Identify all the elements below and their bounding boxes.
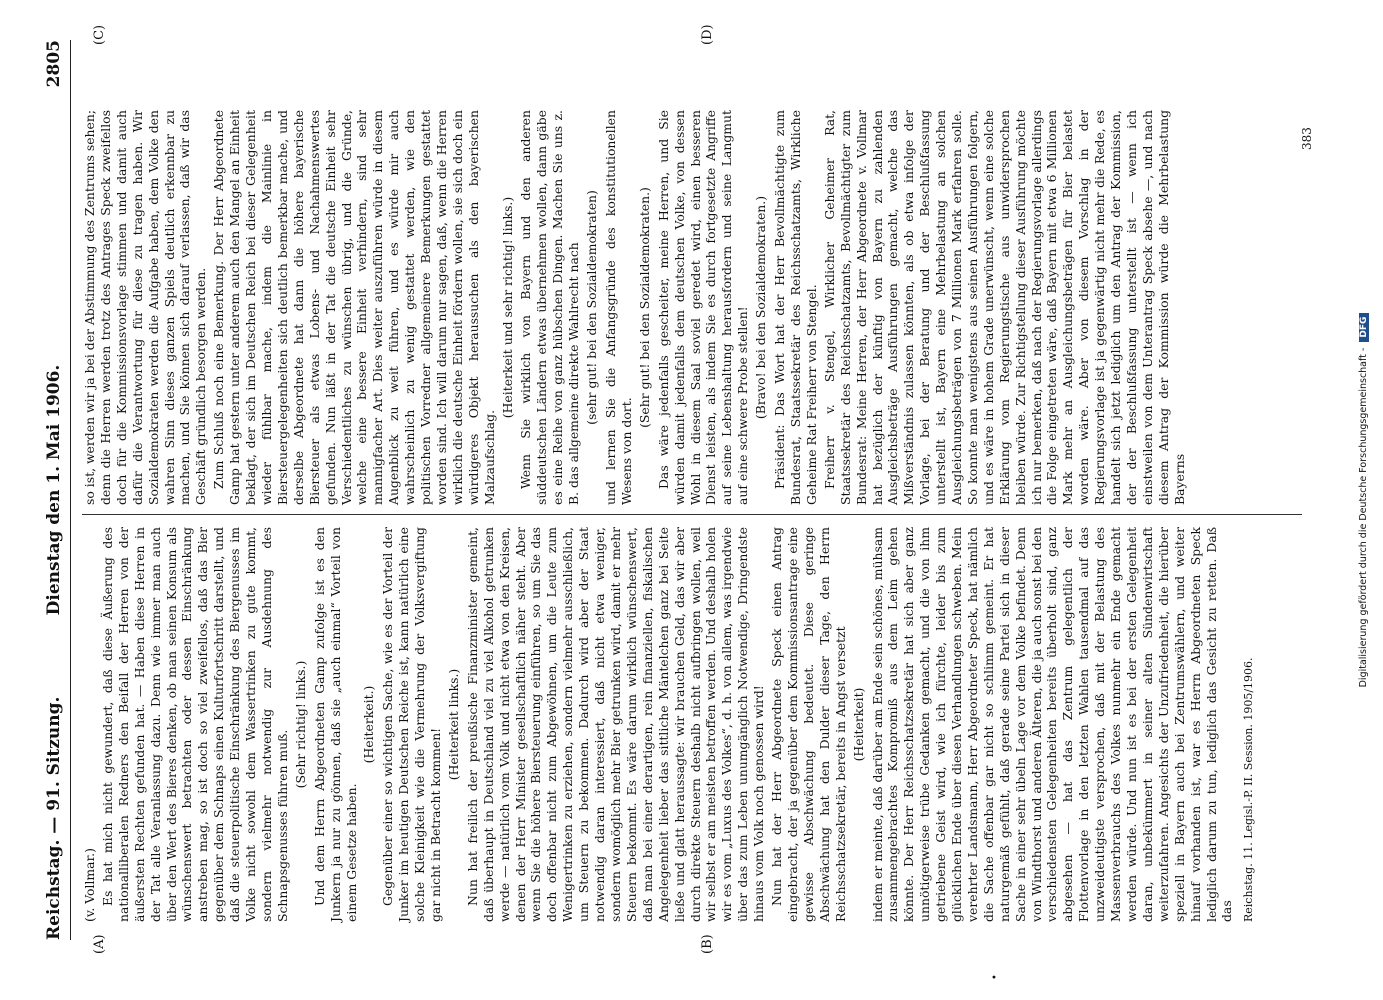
reaction-note: (sehr gut! bei den Sozialdemokraten): [584, 190, 600, 425]
margin-marker-b: (B): [700, 934, 715, 954]
reaction-note: (Heiterkeit): [850, 687, 866, 762]
paragraph: und lernen Sie die Anfangsgründe des konstitutionellen Wesens von dort.: [603, 110, 634, 505]
sheet-number: 383: [1300, 127, 1314, 150]
paragraph: Das wäre jedenfalls gescheiter, meine Herren, und Sie würden damit jedenfalls dem deutschen Volke, von dessen Wohl in diesem Saal soviel geredet wird, einen besseren Dienst leisten, als indem Sie es durch fortgesetzte Angriffe auf seine Lebenshaltung herausfordern und seine Langmut auf eine schwere Probe stellen!: [655, 110, 751, 505]
header-page-number: 2805: [44, 40, 64, 88]
paragraph: Gegenüber einer so wichtigen Sache, wie es der Vorteil der Junker im heutigen Deutschen Reiche ist, kann natürlich eine solche Kleinigkeit wie die Vermehrung der Volksvergiftung gar nicht in Betracht kommen!: [380, 527, 444, 922]
left-text-column: [82, 527, 1259, 922]
reaction-note: (Heiterkeit links.): [445, 668, 461, 781]
signature-line: Reichstag. 11. Legisl.-P. II. Session. 1905/1906.: [1242, 657, 1256, 922]
paragraph: Es hat mich nicht gewundert, daß diese Äußerung des nationalliberalen Redners den Beifall der Herren von der äußersten Rechten gefunden hat. — Haben diese Herren in der Tat alle Veranlassung dazu. Denn wie immer man auch über den Wert des Bieres denken, ob man seinen Konsum als wünschenswert betrachten oder dessen Einschränkung anstreben mag, so ist doch so viel zweifellos, daß das Bier gegenüber dem Schnaps einen Kulturfortschritt darstellt, und daß die steuerpolitische Einschränkung des Biergenusses im Volke nicht sowohl dem Wassertrinken zu gute kommt, sondern vielmehr notwendig zur Ausdehnung des Schnapsgenusses führen muß.: [99, 527, 290, 922]
digitization-credit: [1358, 0, 1376, 1000]
paragraph: Präsident: Das Wort hat der Herr Bevollmächtigte zum Bundesrat, Staatssekretär des Reichsschatzamts, Wirkliche Geheime Rat Freiherr von Stengel.: [772, 110, 819, 505]
reaction-note: (Bravo! bei den Sozialdemokraten.): [753, 195, 769, 420]
margin-marker-d: (D): [700, 24, 715, 45]
header-title: Reichstag. — 91. Sitzung.: [44, 696, 64, 940]
header-date: Dienstag den 1. Mai 1906.: [44, 364, 64, 616]
paragraph: Nun hat der Herr Abgeordnete Speck einen Antrag eingebracht, der ja gegenüber dem Kommissionsantrage eine gewisse Abschwächung bedeutet. Diese geringe Abschwächung hat den Dulder dieser Tage, den Herrn Reichsschatzsekretär, bereits in Angst versetzt: [769, 527, 848, 922]
reaction-note: (Heiterkeit.): [361, 685, 377, 764]
page-header: [40, 40, 71, 940]
margin-marker-a: (A): [92, 934, 107, 954]
paragraph: so ist, werden wir ja bei der Abstimmung des Zentrums sehen; denn die Herren werden trotz des Antrages Speck zweifellos doch für die Kommissionsvorlage stimmen und damit auch dafür die Verantwortung für diese zu tragen haben. Wir Sozialdemokraten werden die Aufgabe haben, dem Volke den wahren Sinn dieses ganzen Spiels deutlich erkennbar zu machen, und Sie können sich darauf verlassen, daß wir das Geschäft gründlich besorgen werden.: [82, 110, 209, 505]
paragraph: Freiherr v. Stengel, Wirklicher Geheimer Rat, Staatssekretär des Reichsschatzamts, Bevollmächtigter zum Bundesrat: Meine Herren, der Herr Abgeordnete v. Vollmar hat bezüglich der künftig von Bayern zu zahlenden Ausgleichsbeträge Ausführungen gemacht, welche das Mißverständnis zulassen könnten, als ob etwa infolge der Vorlage, bei der Beratung und der Beschlußfassung unterstellt ist, Bayern eine Mehrbelastung an solchen Ausgleichungsbeträgen von 7 Millionen Mark erfahren solle. So konnte man wenigstens aus seinen Ausführungen folgern, und es wäre in hohem Grade unerwünscht, wenn eine solche Erklärung vom Regierungstische aus unwidersprochen bleiben würde. Zur Richtigstellung dieser Ausführung möchte ich nur bemerken, daß nach der Regierungsvorlage allerdings die Folge eingetreten wäre, daß Bayern mit etwa 6 Millionen Mark mehr an Ausgleichungsbeträgen für Bier belastet worden wäre. Aber von diesem Vorschlag in der Regierungsvorlage ist ja gegenwärtig nicht mehr die Rede, es handelt sich jetzt lediglich um den Antrag der Kommission, der der Beschlußfassung unterstellt ist — wenn ich einstweilen von dem Unterantrag Speck absehe —, und nach diesem Antrag der Kommission würde die Mehrbelastung Bayerns: [821, 110, 1187, 505]
reaction-note: (Heiterkeit und sehr richtig! links.): [499, 196, 515, 419]
paragraph: indem er meinte, daß darüber am Ende sein schönes, mühsam zusammengebrachtes Kompromiß aus dem Leim gehen könnte. Der Herr Reichsschatzsekretär hat sich aber ganz unnötigerweise trübe Gedanken gemacht, und die von ihm getriebene Geist wird, wie ich fürchte, leider bis zum glücklichen Ende über diesen Verhandlungen schweben. Mein verehrter Landsmann, Herr Abgeordneter Speck, hat nämlich die Sache offenbar gar nicht so schlimm gemeint. Er hat naturgemäß gefühlt, daß gerade seine Partei sich in dieser Sache in einer sehr übeln Lage vor dem Volke befindet. Denn von Windthorst und anderen Älteren, die ja auch sonst bei den verschiedensten Gelegenheiten bereits überholt sind, ganz abgesehen — hat das Zentrum gelegentlich der Flottenvorlage in den letzten Wahlen tausendmal auf das unzweideutigste versprochen, daß mit der Belastung des Massenverbrauchs des Volkes nunmehr ein Ende gemacht werden würde. Und nun ist es bei der ersten Gelegenheit daran, unbekümmert in seiner alten Sündenwirtschaft weiterzufahren. Angesichts der Unzufriedenheit, die hierüber speziell in Bayern auch bei Zentrumswählern, und weiter hinauf vorhanden ist, war es Herrn Abgeordneten Speck lediglich darum zu tun, lediglich das Gesicht zu retten. Daß das: [869, 527, 1235, 922]
paragraph: Wenn Sie wirklich von Bayern und den anderen süddeutschen Ländern etwas übernehmen wollen, dann gäbe es eine Reihe von ganz hübschen Dingen. Machen Sie uns z. B. das allgemeine direkte Wahlrecht nach: [518, 110, 582, 505]
paragraph: (v. Vollmar.): [82, 848, 97, 922]
column-divider: [82, 514, 1302, 515]
margin-marker-c: (C): [92, 24, 107, 45]
reaction-note: (Sehr richtig! links.): [292, 660, 308, 789]
paragraph: Nun hat freilich der preußische Finanzminister gemeint, daß überhaupt in Deutschland viel zu viel Alkohol getrunken werde — natürlich vom Volk und nicht etwa von den Kreisen, denen der Herr Minister gesellschaftlich näher steht. Aber wenn Sie die höhere Biersteuerung einführen, so um Sie das doch offenbar nicht zum Abgewöhnen, um die Leute zum Wenigertrinken zu erziehen, sondern vielmehr ausschließlich, um Steuern zu bekommen. Dadurch wird aber der Staat notwendig daran interessiert, daß nicht etwa weniger, sondern womöglich mehr Bier getrunken wird, damit er mehr Steuern bekommt. Es wäre darum wirklich wünschenswert, daß man bei einer derartigen, rein finanziellen, fiskalischen Angelegenheit lieber das sittliche Mäntelchen ganz bei Seite ließe und glatt heraussagte: wir brauchen Geld, das wir aber durch direkte Steuern deshalb nicht aufbringen wollen, weil wir selbst er am meisten betroffen werden. Und deshalb holen wir es vom „Luxus des Volkes“, d. h. von allem, was irgendwie über das zum Leben unumgänglich Notwendige, Dringendste hinaus vom Volk noch genossen wird!: [464, 527, 767, 922]
reaction-note: (Sehr gut! bei den Sozialdemokraten.): [636, 187, 652, 428]
paragraph: Zum Schluß noch eine Bemerkung. Der Herr Abgeordnete Gamp hat gestern unter anderem auch den Mangel an Einheit beklagt, der sich im Deutschen Reich bei dieser Gelegenheit wieder fühlbar mache, indem die Mainlinie in Biersteuergelegenheiten sich deutlich bemerkbar mache, und derselbe Abgeordnete hat dann die höhere bayerische Biersteuer als etwas Lobens- und Nachahmenswertes gefunden. Nun läßt in der Tat die deutsche Einheit sehr Verschiedentliches zu wünschen übrig, und die Gründe, welche eine bessere Einheit verhindern, sind sehr mannigfacher Art. Dies weiter auszuführen würde in diesem Augenblick zu weit führen, und es würde mir auch wahrscheinlich zu wenig gestattet werden, wie den politischen Vorredner allgemeinere Bemerkungen gestattet worden sind. Ich will darum nur sagen, daß, wenn die Herren wirklich die deutsche Einheit fördern wollen, sie sich doch ein würdigeres Objekt heraussuchen als den bayerischen Malzaufschlag.: [211, 110, 497, 505]
right-text-column: [82, 110, 1190, 505]
dfg-logo: DFG: [1359, 313, 1369, 342]
ink-blot: •: [990, 974, 1001, 980]
paragraph: Und dem Herrn Abgeordneten Gamp zufolge ist es den Junkern ja nur zu gönnen, daß sie „auch einmal“ Vorteil von einem Gesetze haben.: [311, 527, 359, 922]
credit-text: Digitalisierung gefördert durch die Deutsche Forschungsgemeinschaft -: [1358, 347, 1369, 688]
